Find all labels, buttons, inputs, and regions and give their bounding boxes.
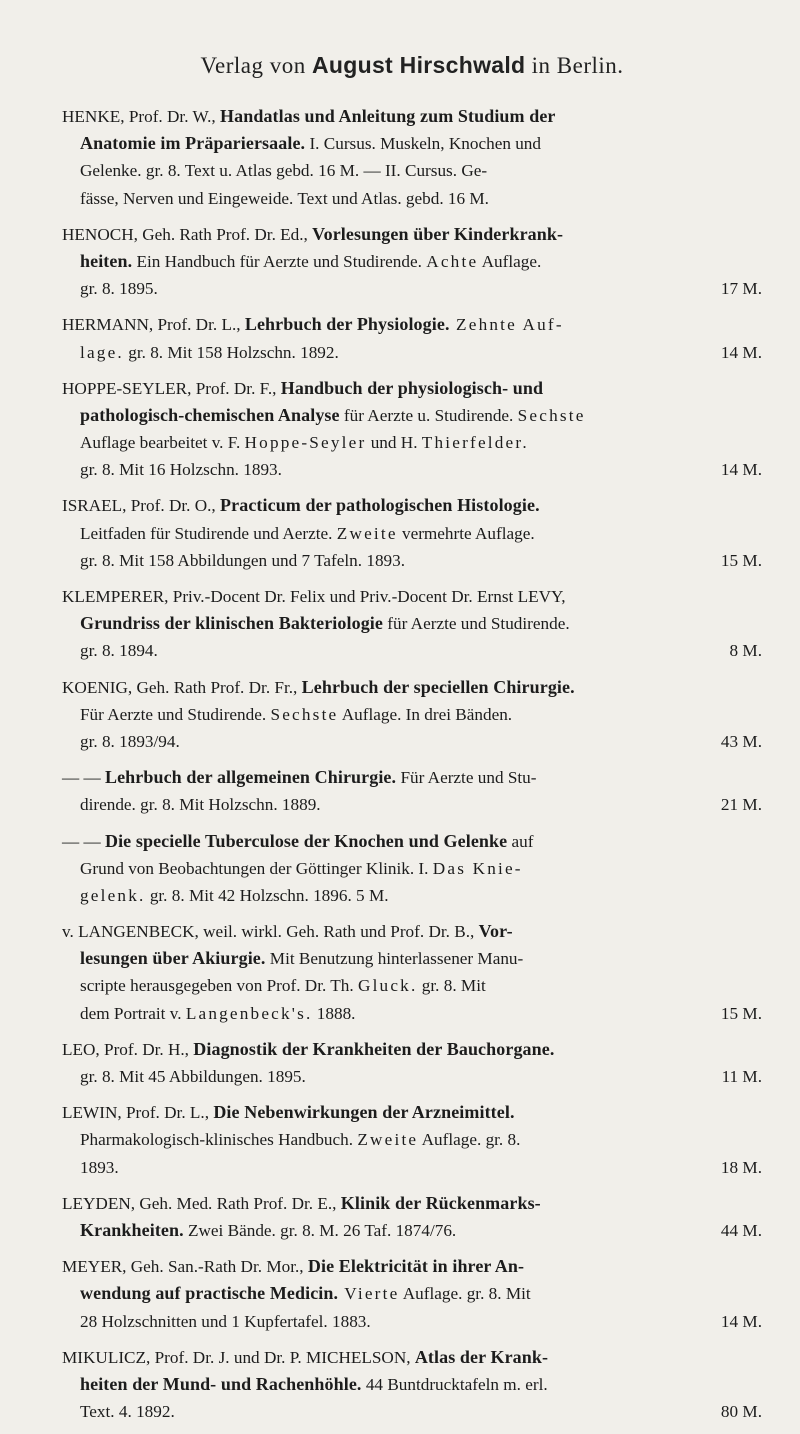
book-title-text: Vor- xyxy=(478,921,513,942)
entry-text: HENKE, Prof. Dr. W., xyxy=(62,107,221,126)
catalog-entry-mikulicz xyxy=(62,1344,762,1426)
book-title-text: Grundriss der klinischen Bakteriologie xyxy=(80,613,383,634)
entry-text: 44 Buntdrucktafeln m. erl. xyxy=(361,1374,548,1394)
entry-text: fässe, Nerven und Eingeweide. Text und Atlas. gebd. 16 M. xyxy=(80,188,489,208)
entry-text: Zweite xyxy=(336,523,398,543)
entry-line xyxy=(62,1036,762,1063)
price: 15 M. xyxy=(720,1003,762,1023)
entry-text: Zweite xyxy=(357,1130,419,1150)
entry-text: Mit Benutzung hinterlassener Manu- xyxy=(265,949,524,969)
price: 14 M. xyxy=(720,342,762,362)
entry-text: gr. 8. 1893/94. xyxy=(80,731,180,751)
publisher-header xyxy=(62,52,762,79)
entry-line xyxy=(62,1099,762,1126)
entry-text: Sechste xyxy=(270,704,339,724)
entry-text: gr. 8. Mit 45 Abbildungen. 1895. xyxy=(80,1067,306,1086)
catalog-entry-hoppe xyxy=(62,375,762,484)
catalog-entry-langenbeck xyxy=(62,918,762,1027)
entry-line xyxy=(62,1344,762,1371)
entry-line xyxy=(62,456,762,483)
entry-line xyxy=(62,701,762,728)
entry-line xyxy=(62,945,762,972)
entry-text: KOENIG, Geh. Rath Prof. Dr. Fr., xyxy=(62,677,302,697)
entry-line xyxy=(62,520,762,547)
book-title-text: Lehrbuch der speciellen Chirurgie. xyxy=(301,676,575,697)
catalog-entry-meyer xyxy=(62,1253,762,1335)
entry-text: gr. 8. Mit 42 Holzschn. 1896. 5 M. xyxy=(145,885,389,905)
entry-line xyxy=(62,1398,762,1425)
entry-line xyxy=(62,248,762,275)
entry-text: Grund von Beobachtungen der Göttinger Klinik. I. xyxy=(80,858,433,878)
entry-line xyxy=(62,1371,762,1398)
entry-text: gr. 8. Mit 158 Abbildungen und 7 Tafeln. 1893. xyxy=(80,550,406,570)
book-title-text: Atlas der Krank- xyxy=(414,1346,549,1367)
book-title-text: heiten. xyxy=(80,250,133,271)
entry-line xyxy=(62,157,762,184)
price: 43 M. xyxy=(720,731,762,751)
entry-text: Auflage bearbeitet v. F. xyxy=(80,433,245,453)
entry-text: Hoppe-Seyler xyxy=(244,433,367,453)
entry-text: Thierfelder. xyxy=(421,433,529,453)
entry-line xyxy=(62,637,762,664)
entry-text: gelenk. xyxy=(80,885,146,905)
entry-line xyxy=(62,1154,762,1181)
entry-line xyxy=(62,1253,762,1280)
entry-text: HENOCH, Geh. Rath Prof. Dr. Ed., xyxy=(62,224,313,244)
catalog-entry-koenig-2 xyxy=(62,764,762,818)
entry-line xyxy=(62,791,762,818)
catalog-entries xyxy=(62,103,762,1425)
book-title-text: pathologisch-chemischen Analyse xyxy=(80,404,340,425)
entry-text: — — xyxy=(62,768,105,788)
entry-text: MIKULICZ, Prof. Dr. J. und Dr. P. MICHELSON, xyxy=(62,1347,415,1367)
catalog-entry-lewin xyxy=(62,1099,762,1181)
entry-text: dem Portrait v. xyxy=(80,1003,186,1023)
entry-text: LEYDEN, Geh. Med. Rath Prof. Dr. E., xyxy=(62,1193,341,1213)
entry-text: HOPPE-SEYLER, Prof. Dr. F., xyxy=(62,378,281,398)
entry-text: 1893. xyxy=(80,1157,119,1177)
entry-text: Zwei Bände. gr. 8. M. 26 Taf. 1874/76. xyxy=(183,1220,457,1240)
entry-line xyxy=(62,130,762,157)
catalog-page xyxy=(62,52,762,1434)
entry-line xyxy=(62,764,762,791)
price: 11 M. xyxy=(721,1067,762,1086)
catalog-entry-leo xyxy=(62,1036,762,1090)
entry-text: Vierte xyxy=(338,1284,400,1304)
catalog-entry-henoch xyxy=(62,221,762,303)
entry-text: Pharmakologisch-klinisches Handbuch. xyxy=(80,1130,358,1150)
entry-text: gr. 8. Mit 16 Holzschn. 1893. xyxy=(80,460,282,480)
entry-text: gr. 8. Mit xyxy=(417,976,486,996)
entry-text: I. Cursus. Muskeln, Knochen und xyxy=(305,134,541,154)
book-title-text: Handbuch der physiologisch- und xyxy=(280,377,544,398)
catalog-entry-leyden xyxy=(62,1190,762,1244)
entry-text: gr. 8. 1895. xyxy=(80,279,158,299)
entry-line xyxy=(62,311,762,338)
entry-line xyxy=(62,1280,762,1307)
book-title-text: lesungen über Akiurgie. xyxy=(80,948,266,969)
book-title-text: Die specielle Tuberculose der Knochen und Gelenke xyxy=(104,830,508,851)
header-prefix: Verlag von xyxy=(200,53,306,78)
catalog-entry-henke xyxy=(62,103,762,212)
entry-text: Für Aerzte und Studirende. xyxy=(80,704,271,724)
entry-line xyxy=(62,103,762,130)
entry-line xyxy=(62,1190,762,1217)
entry-text: dirende. gr. 8. Mit Holzschn. 1889. xyxy=(80,795,321,815)
entry-text: MEYER, Geh. San.-Rath Dr. Mor., xyxy=(62,1257,308,1277)
entry-text: vermehrte Auflage. xyxy=(397,523,535,543)
entry-line xyxy=(62,882,762,909)
entry-text: 1888. xyxy=(312,1003,356,1023)
entry-text: Gelenke. gr. 8. Text u. Atlas gebd. 16 M. — II. Cursus. Ge- xyxy=(80,161,488,181)
entry-line xyxy=(62,674,762,701)
book-title-text: wendung auf practische Medicin. xyxy=(80,1283,339,1304)
entry-text: LEWIN, Prof. Dr. L., xyxy=(62,1103,214,1123)
entry-line xyxy=(62,547,762,574)
entry-line xyxy=(62,375,762,402)
entry-line xyxy=(62,1000,762,1027)
entry-line xyxy=(62,1217,762,1244)
price: 8 M. xyxy=(729,641,762,661)
book-title-text: Klinik der Rückenmarks- xyxy=(340,1192,541,1213)
entry-text: Auflage. gr. 8. Mit xyxy=(399,1284,531,1304)
entry-text: v. LANGENBECK, weil. wirkl. Geh. Rath und Prof. Dr. B., xyxy=(62,922,479,942)
entry-line xyxy=(62,972,762,999)
entry-line xyxy=(62,1308,762,1335)
entry-line xyxy=(62,1126,762,1153)
entry-text: 28 Holzschnitten und 1 Kupfertafel. 1883. xyxy=(80,1311,371,1331)
entry-line xyxy=(62,492,762,519)
entry-text: gr. 8. 1894. xyxy=(80,641,158,661)
price: 17 M. xyxy=(720,279,762,299)
catalog-entry-israel xyxy=(62,492,762,574)
catalog-entry-koenig xyxy=(62,674,762,756)
book-title-text: heiten der Mund- und Rachenhöhle. xyxy=(80,1373,362,1394)
entry-text: scripte herausgegeben von Prof. Dr. Th. xyxy=(80,976,358,996)
entry-text: Auflage. xyxy=(478,251,542,271)
price: 80 M. xyxy=(720,1402,762,1422)
entry-text: KLEMPERER, Priv.-Docent Dr. Felix und Priv.-Docent Dr. Ernst LEVY, xyxy=(62,587,566,606)
entry-line xyxy=(62,221,762,248)
entry-line xyxy=(62,402,762,429)
entry-text: ISRAEL, Prof. Dr. O., xyxy=(62,496,221,516)
entry-text: LEO, Prof. Dr. H., xyxy=(62,1039,194,1059)
entry-line xyxy=(62,610,762,637)
book-title-text: Lehrbuch der Physiologie. xyxy=(244,314,450,335)
entry-text: Für Aerzte und Stu- xyxy=(396,768,537,788)
book-title-text: Die Nebenwirkungen der Arzneimittel. xyxy=(213,1102,515,1123)
entry-text: Langenbeck's. xyxy=(185,1003,313,1023)
entry-text: für Aerzte u. Studirende. xyxy=(339,405,518,425)
entry-line xyxy=(62,828,762,855)
entry-text: Gluck. xyxy=(357,976,418,996)
book-title-text: Lehrbuch der allgemeinen Chirurgie. xyxy=(104,767,397,788)
publisher-name: August Hirschwald xyxy=(311,52,526,78)
book-title-text: Krankheiten. xyxy=(80,1219,184,1240)
entry-text: für Aerzte und Studirende. xyxy=(383,614,570,634)
entry-line xyxy=(62,185,762,212)
entry-text: und H. xyxy=(366,433,422,453)
entry-text: Auflage. In drei Bänden. xyxy=(338,704,513,724)
entry-text: gr. 8. Mit 158 Holzschn. 1892. xyxy=(123,342,339,362)
price: 14 M. xyxy=(720,1311,762,1331)
entry-line xyxy=(62,429,762,456)
header-suffix: in Berlin. xyxy=(531,53,624,78)
catalog-entry-hermann xyxy=(62,311,762,365)
price: 14 M. xyxy=(720,460,762,480)
book-title-text: Handatlas und Anleitung zum Studium der xyxy=(220,106,556,126)
price: 21 M. xyxy=(720,795,762,815)
entry-text: — — xyxy=(62,831,105,851)
entry-text: lage. xyxy=(80,342,124,362)
book-title-text: Vorlesungen über Kinderkrank- xyxy=(312,223,564,244)
entry-line xyxy=(62,1063,762,1090)
entry-text: Sechste xyxy=(517,405,586,425)
entry-text: Auflage. gr. 8. xyxy=(418,1130,521,1150)
price: 44 M. xyxy=(720,1220,762,1240)
entry-line xyxy=(62,855,762,882)
entry-line xyxy=(62,339,762,366)
price: 18 M. xyxy=(720,1157,762,1177)
entry-text: Text. 4. 1892. xyxy=(80,1402,175,1422)
book-title-text: Diagnostik der Krankheiten der Bauchorgane. xyxy=(193,1038,555,1059)
price: 15 M. xyxy=(720,550,762,570)
entry-line xyxy=(62,275,762,302)
book-title-text: Anatomie im Präpariersaale. xyxy=(80,133,306,154)
entry-text: Achte xyxy=(426,251,479,271)
catalog-entry-klemperer xyxy=(62,583,762,665)
book-title-text: Practicum der pathologischen Histologie. xyxy=(220,495,540,516)
entry-line xyxy=(62,583,762,610)
entry-text: Das Knie- xyxy=(432,858,523,878)
entry-line xyxy=(62,728,762,755)
entry-text: auf xyxy=(507,831,534,851)
book-title-text: Die Elektricität in ihrer An- xyxy=(307,1256,525,1277)
catalog-entry-koenig-3 xyxy=(62,828,762,910)
entry-line xyxy=(62,918,762,945)
entry-text: Leitfaden für Studirende und Aerzte. xyxy=(80,523,337,543)
entry-text: Zehnte Auf- xyxy=(449,315,564,335)
entry-text: Ein Handbuch für Aerzte und Studirende. xyxy=(132,251,427,271)
entry-text: HERMANN, Prof. Dr. L., xyxy=(62,315,245,335)
